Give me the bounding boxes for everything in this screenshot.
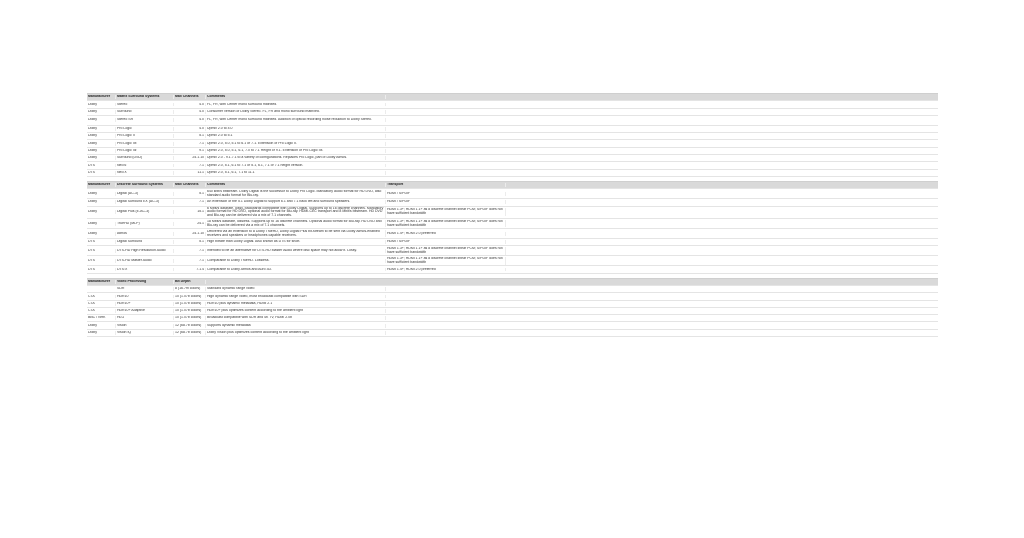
table-cell[interactable]: Surround (DSU) [116, 156, 174, 160]
table-row [87, 101, 938, 108]
table-row [87, 322, 938, 329]
table-cell[interactable]: CTA [87, 309, 116, 313]
column-header[interactable]: Bit Depth [174, 280, 206, 284]
column-header[interactable]: Manufacturer [87, 280, 116, 284]
table-cell[interactable]: Digital (AC-3) [116, 192, 174, 196]
table-cell[interactable]: HDMI 1.3+; HDMI 1.1+ as 8 discrete channel linear PCM; S/PDIF does not have sufficient bandwidth [386, 257, 506, 265]
table-cell[interactable]: HLG [116, 316, 174, 320]
table-row [87, 170, 938, 177]
table-cell[interactable]: Digital Surround [116, 240, 174, 244]
table-cell[interactable]: HDR10 plus dynamic metadata, HDMI 2.1 [206, 302, 386, 306]
table-cell[interactable]: 24.1.10 [174, 156, 206, 160]
table-cell[interactable]: FL, FR, with Center mono surround matrixed. [206, 103, 386, 107]
table-row [87, 229, 938, 239]
table-cell[interactable]: Atmos [116, 232, 174, 236]
table-cell[interactable]: 24.1.10 [174, 232, 206, 236]
table-cell[interactable]: 11.1 [174, 171, 206, 175]
table-cell[interactable]: Dolby [87, 156, 116, 160]
table-cell[interactable]: Broadcast compatible with SDR and 4K TV, HDMI 2.0b [206, 316, 386, 320]
table-cell[interactable]: 10 (1.07b colors) [174, 295, 206, 299]
table-cell[interactable]: DTS [87, 268, 116, 272]
table-cell[interactable]: 7.1 [174, 200, 206, 204]
table-cell[interactable]: HDMI 1.4+; HDMI 2.0 preferred [386, 232, 506, 236]
table-cell[interactable]: Dolby [87, 149, 116, 153]
table-cell[interactable]: Vision [116, 324, 174, 328]
table-cell[interactable]: HDMI 1.3+; HDMI 1.1+ as 8 discrete channel linear PCM; S/PDIF does not have sufficient bandwidth [386, 247, 506, 255]
table-cell[interactable]: BBC / NHK [87, 316, 116, 320]
table-cell[interactable]: Dolby [87, 192, 116, 196]
table-cell[interactable]: 10 (1.07b colors) [174, 309, 206, 313]
table-cell[interactable]: Dolby [87, 331, 116, 335]
table-cell[interactable]: 7.1 [174, 249, 206, 253]
table-cell[interactable]: Pro Logic II [116, 134, 174, 138]
table-cell[interactable]: Delivered via an extension to a Dolby TrueHD, Dolby Digital Plus bit-stream to be sent via Dolby Atmos-enabled receivers and speakers or headphones capable receivers. [206, 230, 386, 238]
table-cell[interactable]: Upmix 2.0 to 5.1 [206, 134, 386, 138]
table-cell[interactable]: HDMI / S/PDIF [386, 200, 506, 204]
table-cell[interactable]: 7.1 [174, 142, 206, 146]
table-cell[interactable]: Upmix 2.0, 5.0, 5.1 to 6.1 or 7.1. Extension of Pro Logic II. [206, 142, 386, 146]
table-cell[interactable]: Comparable to Dolby Atmos and Auro 3D. [206, 268, 386, 272]
table-cell[interactable]: TrueHD (MLP) [116, 222, 174, 226]
table-row [87, 308, 938, 315]
table-cell[interactable]: HDR10+ [116, 302, 174, 306]
table-cell[interactable]: 5.1 [174, 240, 206, 244]
table-cell[interactable]: DTS [87, 259, 116, 263]
table-row [87, 301, 938, 308]
column-header[interactable]: Discrete Surround Systems [116, 183, 174, 187]
table-cell[interactable]: HDMI 1.3+; HDMI 1.1+ as 8 discrete channel linear PCM; S/PDIF does not have sufficient bandwidth [386, 220, 506, 228]
table-cell[interactable]: 6 Mbit/s datarate, lossy, backwards compatible with Dolby Digital. Supports up to 16 discrete channels. Mandatory audio format for HD DVD, optional audio format for Blu-ray. HDMI-CEC transport and 8 Mbit/s bitstream. HD DVD and Blu-ray can be delivered via a mix of 7.1 channels. [206, 207, 386, 219]
column-header[interactable]: Transport [386, 183, 506, 187]
table-cell[interactable]: 4.0 [174, 110, 206, 114]
table-row [87, 148, 938, 155]
table-cell[interactable]: HDR10 [116, 295, 174, 299]
spreadsheet [87, 93, 938, 341]
table-cell[interactable]: DTS-HD High Resolution Audio [116, 249, 174, 253]
column-header[interactable]: Max Channels [174, 183, 206, 187]
table-cell[interactable]: HDMI 1.4+; HDMI 2.0 preferred [386, 268, 506, 272]
table-cell[interactable]: 24.1 [174, 222, 206, 226]
table-cell[interactable]: Supports dynamic metadata [206, 324, 386, 328]
table-cell[interactable]: HDMI / S/PDIF [386, 192, 506, 196]
table-row [87, 330, 938, 337]
table-cell[interactable]: Dolby [87, 110, 116, 114]
table-row [87, 140, 938, 147]
table-section [87, 181, 938, 274]
table-cell[interactable]: DTS [87, 249, 116, 253]
header-row [87, 279, 938, 286]
table-cell[interactable]: Pro Logic [116, 127, 174, 131]
table-row [87, 256, 938, 266]
table-cell[interactable]: DTS [87, 240, 116, 244]
table-row [87, 239, 938, 246]
table-row [87, 315, 938, 322]
table-cell[interactable]: Dolby [87, 324, 116, 328]
table-cell[interactable]: DTS:X [116, 268, 174, 272]
table-cell[interactable]: Surround [116, 110, 174, 114]
header-row [87, 94, 938, 101]
table-cell[interactable]: Standard dynamic range video [206, 287, 386, 291]
table-row [87, 133, 938, 140]
column-header[interactable]: Manufacturer [87, 183, 116, 187]
column-header[interactable]: Matrix Surround Systems [116, 95, 174, 99]
table-cell[interactable]: Dolby [87, 210, 116, 214]
column-header[interactable]: Comments [206, 95, 386, 99]
table-cell[interactable]: HDMI / S/PDIF [386, 240, 506, 244]
table-cell[interactable]: 4.0 [174, 118, 206, 122]
table-cell[interactable]: Upmix 2.0 - 9.1.7.1 to a variety of configurations. Replaces Pro Logic, part of Dolby Atmos. [206, 156, 386, 160]
table-cell[interactable]: 15.1 [174, 210, 206, 214]
table-cell[interactable]: Digital Plus (E-AC-3) [116, 210, 174, 214]
table-row [87, 109, 938, 116]
table-cell[interactable]: Consumer version of Dolby Stereo. FL, FR and mono surround matrixed. [206, 110, 386, 114]
table-cell[interactable]: Neo:X [116, 171, 174, 175]
table-cell[interactable]: Comparable to Dolby TrueHD. Lossless. [206, 259, 386, 263]
column-header[interactable]: Max Channels [174, 95, 206, 99]
table-row [87, 116, 938, 126]
table-cell[interactable]: HDMI 1.3+; HDMI 1.1+ as 8 discrete channel linear PCM; S/PDIF does not have sufficient bandwidth [386, 208, 506, 216]
table-cell[interactable]: 5.1 [174, 192, 206, 196]
table-cell[interactable]: Stereo SR [116, 118, 174, 122]
table-row [87, 293, 938, 300]
table-cell[interactable]: 9.1 [174, 149, 206, 153]
table-cell[interactable]: Digital Surround EX (AC-3) [116, 200, 174, 204]
table-cell[interactable]: 4.0 [174, 127, 206, 131]
table-cell[interactable]: Upmix 2.0 to 4.0 [206, 127, 386, 131]
table-row [87, 219, 938, 229]
column-header[interactable]: Video Processing [116, 280, 174, 284]
table-cell[interactable]: Dolby [87, 200, 116, 204]
table-cell[interactable]: 10 (1.07b colors) [174, 316, 206, 320]
table-cell[interactable]: Stereo [116, 103, 174, 107]
header-row [87, 182, 938, 189]
table-cell[interactable]: Dolby Vision plus optimizes content according to the ambient light [206, 331, 386, 335]
table-cell[interactable]: 8 (16.7m colors) [174, 287, 206, 291]
table-section [87, 93, 938, 177]
table-cell[interactable]: Dolby [87, 232, 116, 236]
table-cell[interactable]: HDR10+ plus optimizes content according to the ambient light [206, 309, 386, 313]
table-cell[interactable]: 5.1 [174, 134, 206, 138]
table-section [87, 278, 938, 337]
table-cell[interactable]: HDR10+ Adaptive [116, 309, 174, 313]
table-cell[interactable]: 640 kbit/s bitstream. Dolby Digital is the successor to Dolby Pro Logic. Mandatory audio format for HD DVD, also standard audio format for Blu-ray. [206, 190, 386, 198]
table-cell[interactable]: Pro Logic IIz [116, 149, 174, 153]
table-cell[interactable]: An extension of the 5.1 Dolby Digital to support 6.1 and 7.1 back left and surround speakers. [206, 200, 386, 204]
table-row [87, 162, 938, 169]
table-cell[interactable]: Upmix 2.0, 5.1, 6.1, 7.1 to 11.1 [206, 171, 386, 175]
table-row [87, 126, 938, 133]
table-cell[interactable]: Upmix 2.0, 5.0, 5.1, 6.1, 7.0 to 7.1 Height or 9.1. Extension of Pro Logic IIx. [206, 149, 386, 153]
table-cell[interactable]: DTS [87, 171, 116, 175]
table-cell[interactable]: FL, FR, with Center mono surround matrixed. Addition of optical recording noise reduction to Dolby Stereo. [206, 118, 386, 122]
column-header[interactable]: Comments [206, 183, 386, 187]
column-header[interactable]: Manufacturer [87, 95, 116, 99]
table-row [87, 199, 938, 206]
table-cell[interactable]: Intended to be an alternative for DTS-HD Master Audio where disc space may not allow it. Lossy. [206, 249, 386, 253]
table-cell[interactable]: 12 (68.7b colors) [174, 324, 206, 328]
table-row [87, 155, 938, 162]
table-cell[interactable]: Dolby [87, 222, 116, 226]
table-row [87, 207, 938, 220]
table-cell[interactable]: Dolby [87, 127, 116, 131]
table-cell[interactable]: Vision IQ [116, 331, 174, 335]
table-cell[interactable]: 7.1 [174, 259, 206, 263]
table-row [87, 266, 938, 273]
table-row [87, 189, 938, 199]
table-cell[interactable]: 7.1.4 [174, 268, 206, 272]
table-row [87, 246, 938, 256]
table-cell[interactable]: 18 Mbit/s datarate, lossless. Supports up to 16 discrete channels. Optional audio format for Blu-ray. HD DVD and Blu-ray can be delivered via a mix of 7.1 channels. [206, 220, 386, 228]
table-cell[interactable]: DTS [87, 164, 116, 168]
table-cell[interactable]: Upmix 2.0, 5.1, 6.1 to 7.1 or 5.1, 6.1, 7.1 or 7.1 height version. [206, 164, 386, 168]
table-cell[interactable]: High bitrate than Dolby Digital. Also known as DTS for short. [206, 240, 386, 244]
table-cell[interactable]: High dynamic range video, most broadcast compatible with SDR [206, 295, 386, 299]
table-cell[interactable]: CTA [87, 295, 116, 299]
table-cell[interactable]: Pro Logic IIx [116, 142, 174, 146]
table-cell[interactable]: Neo:6 [116, 164, 174, 168]
table-cell[interactable]: 10 (1.07b colors) [174, 302, 206, 306]
table-cell[interactable]: Dolby [87, 142, 116, 146]
table-cell[interactable]: 4.0 [174, 103, 206, 107]
table-cell[interactable]: SDR [116, 287, 174, 291]
table-cell[interactable]: Dolby [87, 103, 116, 107]
table-cell[interactable]: 12 (68.7b colors) [174, 331, 206, 335]
table-cell[interactable]: Dolby [87, 134, 116, 138]
table-cell[interactable]: 7.1 [174, 164, 206, 168]
table-row [87, 286, 938, 293]
table-cell[interactable]: CTA [87, 302, 116, 306]
table-cell[interactable]: DTS-HD Master Audio [116, 259, 174, 263]
table-cell[interactable]: Dolby [87, 118, 116, 122]
